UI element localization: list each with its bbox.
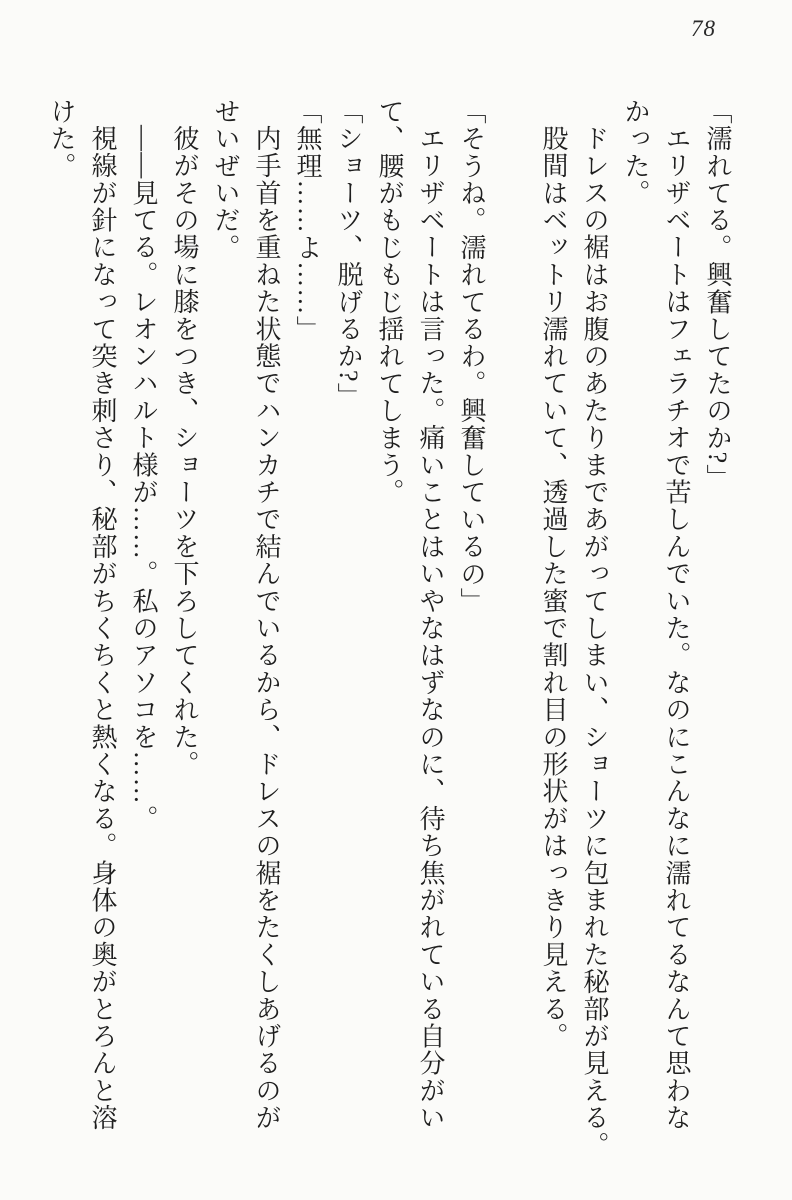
page-number: 78 — [691, 16, 716, 41]
text-line: 「無理……よ……」 — [293, 98, 322, 343]
text-line: 「ショーツ、脱げるか?」 — [334, 98, 363, 410]
text-line: て、腰がもじもじ揺れてしまう。 — [375, 98, 404, 506]
text-line: ――見てる。レオンハルト様が……。私のアソコを……。 — [129, 125, 158, 833]
text-line: エリザベートはフェラチオで苦しんでいた。なのにこんなに濡れてるなんて思わな — [662, 125, 691, 1132]
vertical-text-block — [41, 98, 738, 1159]
text-line: 股間はベットリ濡れていて、透過した蜜で割れ目の形状がはっきり見える。 — [539, 125, 568, 1050]
blank-line — [492, 98, 533, 1138]
text-line: かった。 — [621, 98, 650, 207]
text-line: 内手首を重ねた状態でハンカチで結んでいるから、ドレスの裾をたくしあげるのが — [252, 125, 281, 1132]
text-line: せいぜいだ。 — [211, 98, 240, 262]
text-line: 彼がその場に膝をつき、ショーツを下ろしてくれた。 — [170, 125, 199, 778]
text-line: 視線が針になって突き刺さり、秘部がちくちくと熱くなる。身体の奥がとろんと溶 — [88, 125, 117, 1132]
text-line: ドレスの裾はお腹のあたりまであがってしまい、ショーツに包まれた秘部が見える。 — [580, 125, 609, 1159]
text-line: 「そうね。濡れてるわ。興奮しているの」 — [457, 98, 486, 615]
text-line: 「濡れてる。興奮してたのか?」 — [703, 98, 732, 492]
text-line: エリザベートは言った。痛いことはいやなはずなのに、待ち焦がれている自分がい — [416, 125, 445, 1132]
text-line: けた。 — [47, 98, 76, 180]
